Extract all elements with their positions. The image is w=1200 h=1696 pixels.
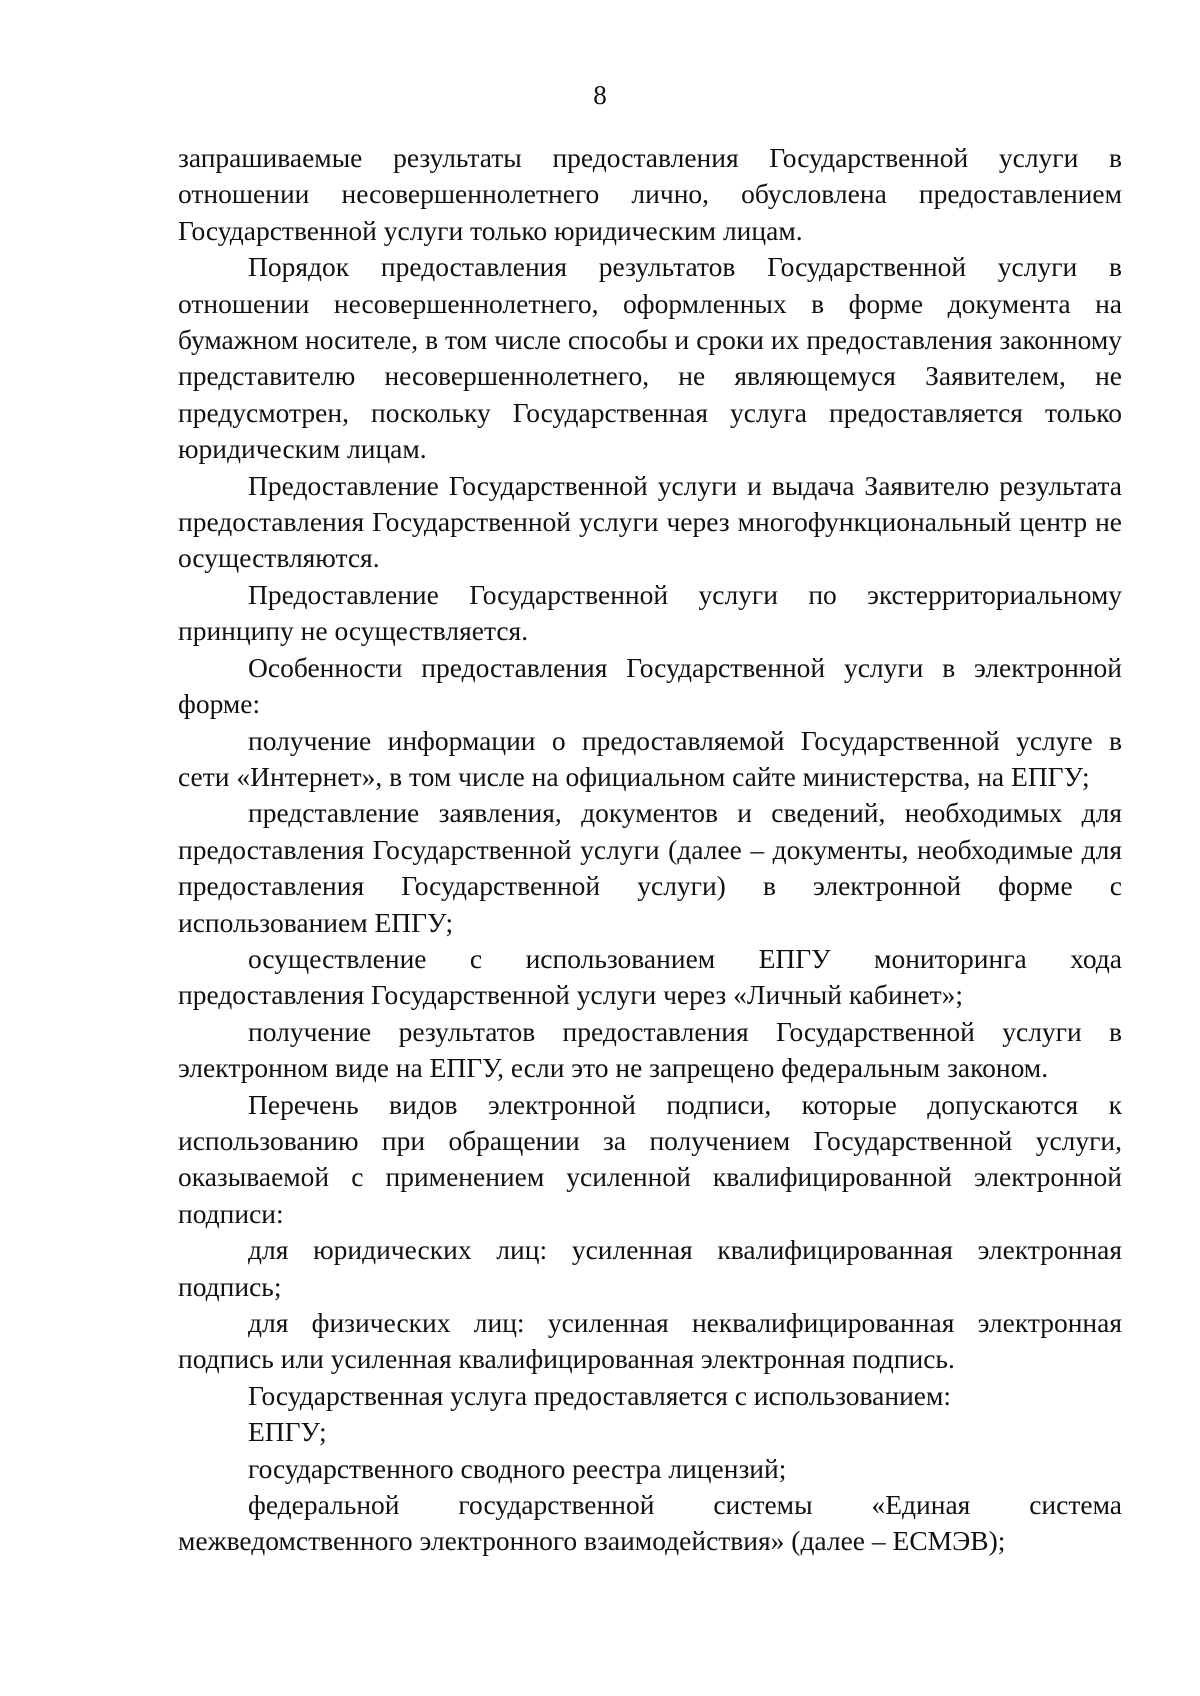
list-item-information: получение информации о предоставляемой Государственной услуге в сети «Интернет», в том числе на официальном сайте министерства, на ЕПГУ; bbox=[178, 724, 1122, 792]
list-item-epgu: ЕПГУ; bbox=[248, 1416, 327, 1448]
list-item-individuals: для физических лиц: усиленная неквалифицированная электронная подпись или усиленная квалифицированная электронная подпись. bbox=[178, 1307, 1122, 1375]
list-item-license-registry: государственного сводного реестра лицензий; bbox=[248, 1452, 787, 1484]
document-body bbox=[178, 140, 1122, 1560]
list-item-submission: представление заявления, документов и сведений, необходимых для предоставления Государственной услуги (далее – документы, необходимые для предоставления Государственной услуги) в электронной форме с использованием ЕПГУ; bbox=[178, 797, 1122, 938]
paragraph-systems-used: Государственная услуга предоставляется с использованием: bbox=[248, 1379, 952, 1411]
list-item-legal-entities: для юридических лиц: усиленная квалифицированная электронная подпись; bbox=[178, 1234, 1122, 1302]
list-item-esmev: федеральной государственной системы «Единая система межведомственного электронного взаимодействия» (далее – ЕСМЭВ); bbox=[178, 1489, 1122, 1557]
list-item-monitoring: осуществление с использованием ЕПГУ мониторинга хода предоставления Государственной услуги через «Личный кабинет»; bbox=[178, 942, 1122, 1011]
paragraph-extraterritorial: Предоставление Государственной услуги по экстерриториальному принципу не осуществляется. bbox=[178, 578, 1122, 647]
paragraph-electronic-features: Особенности предоставления Государственной услуги в электронной форме: bbox=[178, 651, 1122, 720]
paragraph-paper-results-order: Порядок предоставления результатов Государственной услуги в отношении несовершеннолетнего, оформленных в форме документа на бумажном носителе, в том числе способы и сроки их предоставления законному представителю несовершеннолетнего, не являющемуся Заявителем, не предусмотрен, поскольку Государственная услуга предоставляется только юридическим лицам. bbox=[178, 251, 1122, 465]
paragraph-mfc: Предоставление Государственной услуги и выдача Заявителю результата предоставления Государственной услуги через многофункциональный центр не осуществляются. bbox=[178, 469, 1122, 574]
page-number: 8 bbox=[593, 80, 607, 110]
list-item-results: получение результатов предоставления Государственной услуги в электронном виде на ЕПГУ, если это не запрещено федеральным законом. bbox=[178, 1015, 1122, 1084]
paragraph-signature-types: Перечень видов электронной подписи, которые допускаются к использованию при обращении за получением Государственной услуги, оказываемой с применением усиленной квалифицированной электронной подписи: bbox=[178, 1088, 1122, 1229]
paragraph-continuation: запрашиваемые результаты предоставления Государственной услуги в отношении несовершеннолетнего лично, обусловлена предоставлением Государственной услуги только юридическим лицам. bbox=[178, 142, 1122, 246]
